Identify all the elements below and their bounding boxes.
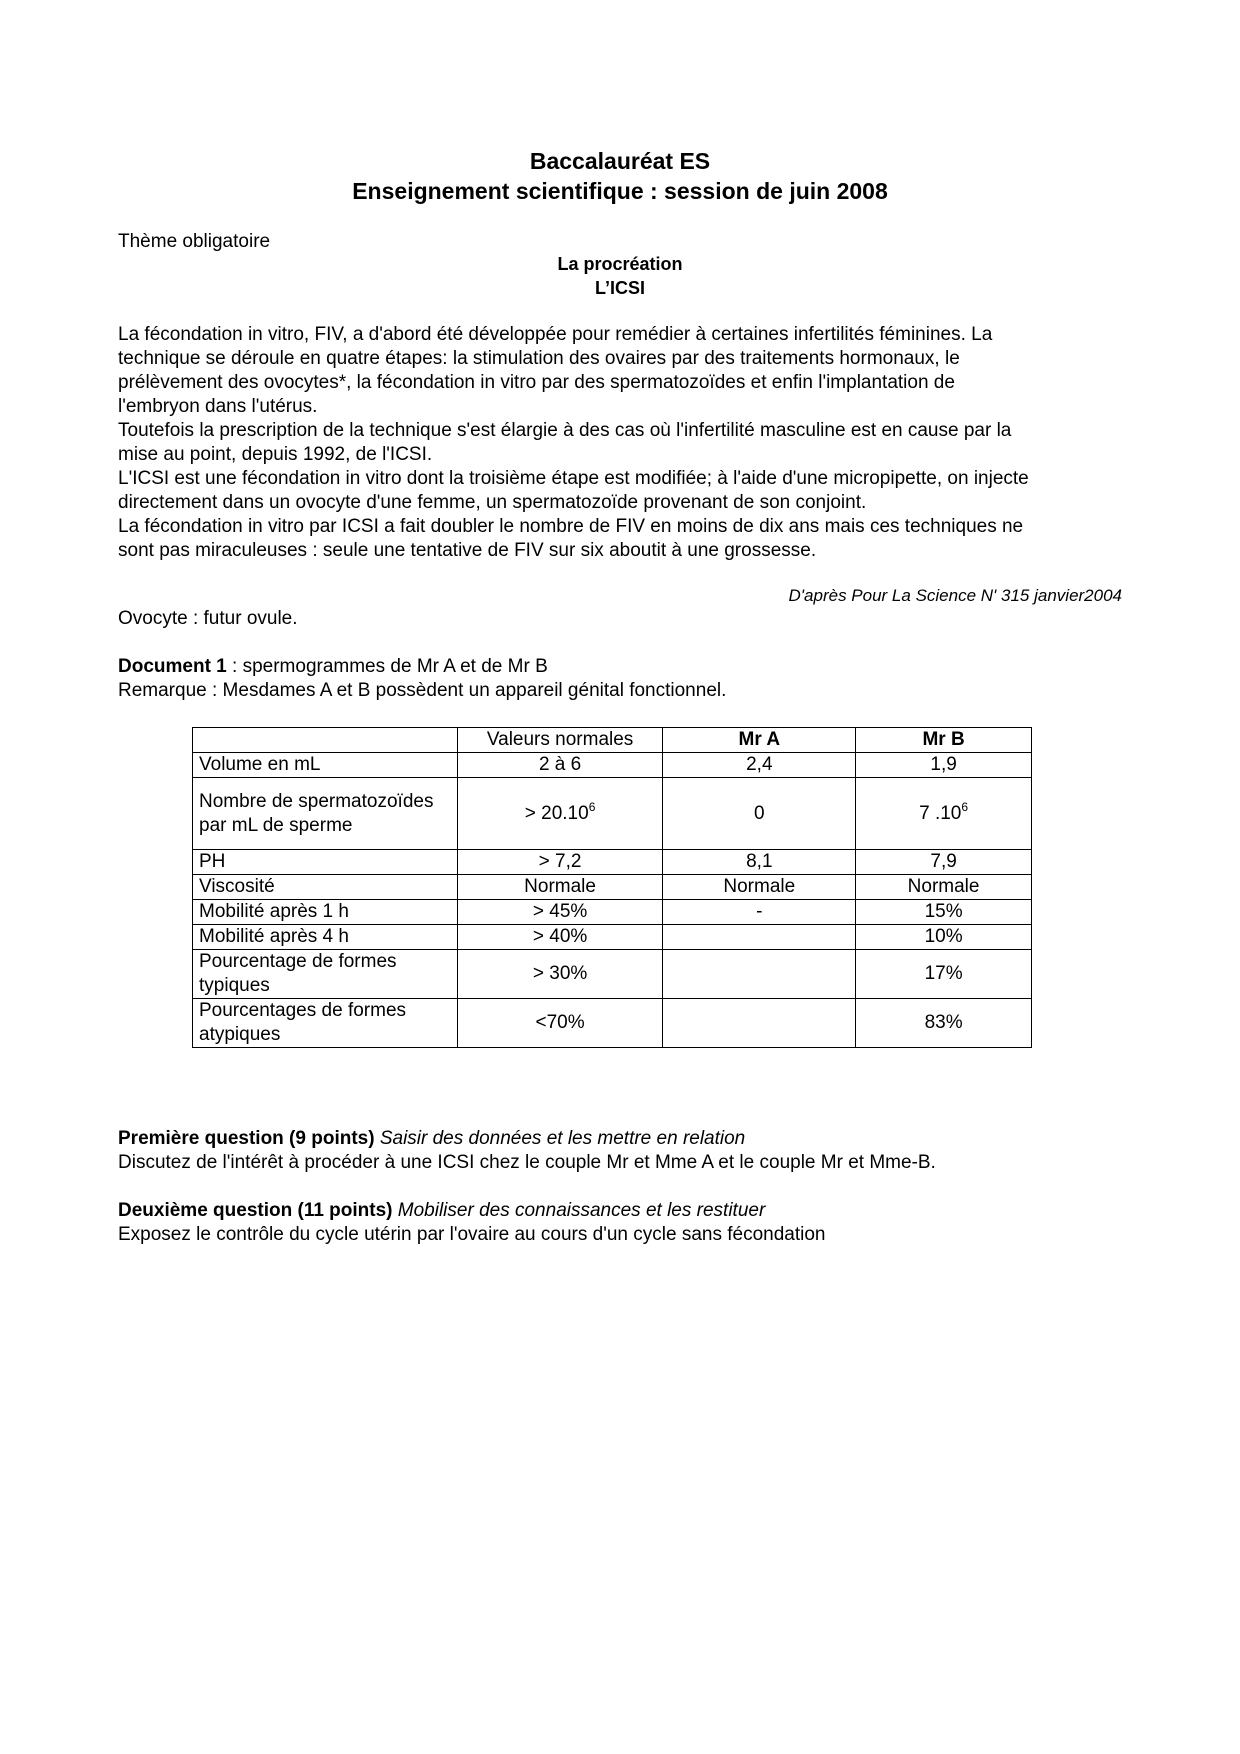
question-1-skill: Saisir des données et les mettre en relation (379, 1128, 746, 1149)
intro-line: l'embryon dans l'utérus. (118, 396, 318, 417)
question-2-label: Deuxième question (11 points) (118, 1200, 393, 1221)
intro-line: prélèvement des ovocytes*, la fécondation in vitro par des spermatozoïdes et enfin l'implantation de (118, 372, 955, 393)
normal-value: > 40% (457, 925, 663, 950)
mr-a-value (663, 925, 856, 950)
intro-line: sont pas miraculeuses : seule une tentative de FIV sur six aboutit à une grossesse. (118, 540, 817, 561)
mr-a-value: 0 (663, 778, 856, 850)
document-1-remark: Remarque : Mesdames A et B possèdent un appareil génital fonctionnel. (118, 680, 727, 701)
theme-label: Thème obligatoire (118, 231, 271, 252)
row-label: Pourcentages de formes atypiques (193, 999, 458, 1048)
mr-b-value: 10% (856, 925, 1032, 950)
table-row (193, 925, 1032, 950)
table-row (193, 950, 1032, 999)
table-row (193, 753, 1032, 778)
table-header-row (193, 728, 1032, 753)
mr-a-value (663, 950, 856, 999)
table-header-cell: Mr B (856, 728, 1032, 753)
mr-b-value: 17% (856, 950, 1032, 999)
intro-line: technique se déroule en quatre étapes: la stimulation des ovaires par des traitements hormonaux, le (118, 348, 960, 369)
normal-value (457, 778, 663, 850)
normal-value-base: > 20.10 (524, 802, 589, 824)
table-header-cell: Mr A (663, 728, 856, 753)
normal-value: 2 à 6 (457, 753, 663, 778)
source-citation: D'après Pour La Science N' 315 janvier2004 (788, 586, 1122, 605)
row-label: Volume en mL (193, 753, 458, 778)
row-label: PH (193, 850, 458, 875)
intro-line: La fécondation in vitro, FIV, a d'abord été développée pour remédier à certaines infertilités féminines. La (118, 324, 993, 345)
intro-paragraph (118, 323, 1029, 563)
table-row (193, 778, 1032, 850)
intro-line: directement dans un ovocyte d'une femme, un spermatozoïde provenant de son conjoint. (118, 492, 867, 513)
mr-b-value: 7,9 (856, 850, 1032, 875)
subject-line-2: L’ICSI (594, 278, 645, 298)
normal-value-exponent: 6 (588, 799, 596, 814)
mr-b-value-exponent: 6 (961, 799, 969, 814)
question-2-text: Exposez le contrôle du cycle utérin par l'ovaire au cours d'un cycle sans fécondation (118, 1224, 826, 1245)
table-header-cell: Valeurs normales (457, 728, 663, 753)
mr-a-value: 8,1 (663, 850, 856, 875)
intro-line: mise au point, depuis 1992, de l'ICSI. (118, 444, 433, 465)
table-row (193, 850, 1032, 875)
mr-a-value: 2,4 (663, 753, 856, 778)
footnote: Ovocyte : futur ovule. (118, 608, 298, 629)
document-1-text: : spermogrammes de Mr A et de Mr B (226, 656, 548, 677)
document-1-label: Document 1 (118, 656, 227, 677)
document-1-title (118, 655, 548, 679)
row-label: Viscosité (193, 875, 458, 900)
normal-value: > 7,2 (457, 850, 663, 875)
mr-b-value: 15% (856, 900, 1032, 925)
question-1-heading (118, 1127, 745, 1151)
mr-b-value (856, 778, 1032, 850)
row-label: Nombre de spermatozoïdes par mL de sperme (193, 778, 458, 850)
intro-line: La fécondation in vitro par ICSI a fait doubler le nombre de FIV en moins de dix ans mais ces techniques ne (118, 516, 1024, 537)
question-1-text: Discutez de l'intérêt à procéder à une ICSI chez le couple Mr et Mme A et le couple Mr et Mme-B. (118, 1152, 936, 1173)
table-row (193, 999, 1032, 1048)
row-label: Mobilité après 4 h (193, 925, 458, 950)
mr-b-value: Normale (856, 875, 1032, 900)
mr-b-value: 83% (856, 999, 1032, 1048)
mr-a-value: - (663, 900, 856, 925)
normal-value: <70% (457, 999, 663, 1048)
subject-line-1: La procréation (557, 254, 683, 274)
title-line-1: Baccalauréat ES (529, 148, 711, 174)
title-line-2: Enseignement scientifique : session de juin 2008 (352, 178, 888, 204)
mr-b-value-base: 7 .10 (919, 802, 962, 824)
normal-value: > 30% (457, 950, 663, 999)
mr-a-value (663, 999, 856, 1048)
row-label: Pourcentage de formes typiques (193, 950, 458, 999)
mr-b-value: 1,9 (856, 753, 1032, 778)
table-row (193, 900, 1032, 925)
question-2-skill: Mobiliser des connaissances et les restituer (397, 1200, 766, 1221)
question-2-heading (118, 1199, 765, 1223)
mr-a-value: Normale (663, 875, 856, 900)
row-label: Mobilité après 1 h (193, 900, 458, 925)
intro-line: Toutefois la prescription de la technique s'est élargie à des cas où l'infertilité masculine est en cause par la (118, 420, 1012, 441)
question-1-label: Première question (9 points) (118, 1128, 375, 1149)
table-header-cell (193, 728, 458, 753)
spermogram-table (192, 727, 1032, 1048)
normal-value: Normale (457, 875, 663, 900)
normal-value: > 45% (457, 900, 663, 925)
intro-line: L'ICSI est une fécondation in vitro dont la troisième étape est modifiée; à l'aide d'une micropipette, on injecte (118, 468, 1029, 489)
table-row (193, 875, 1032, 900)
